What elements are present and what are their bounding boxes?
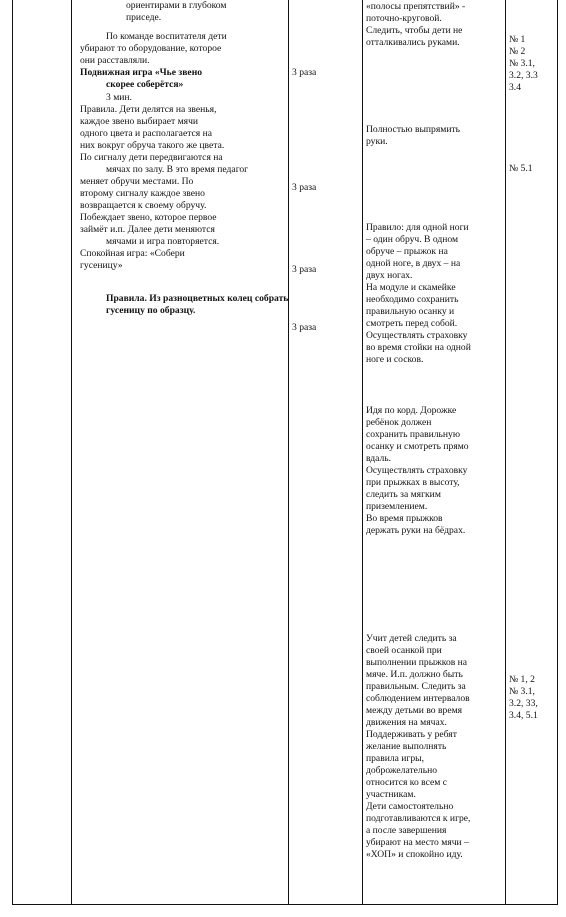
reference-line: № 3.1, <box>509 686 535 697</box>
guideline-line: правильным. Следить за <box>366 681 466 692</box>
game-heading: гусеницу по образцу. <box>106 305 196 316</box>
table-column-divider <box>362 0 363 905</box>
guideline-line: правила игры, <box>366 753 425 764</box>
guideline-line: между детьми во время <box>366 705 463 716</box>
guideline-line: а после завершения <box>366 825 447 836</box>
content-line: займёт и.п. Далее дети меняются <box>80 224 215 235</box>
content-line: меняет обручи местами. По <box>80 176 194 187</box>
guideline-line: Учит детей следить за <box>366 633 457 644</box>
reference-line: 3.4, 5.1 <box>509 710 538 721</box>
content-line: мячах по залу. В это время педагог <box>106 164 249 175</box>
content-line: Побеждает звено, которое первое <box>80 212 217 223</box>
guideline-line: подготавливаются к игре, <box>366 813 471 824</box>
content-line: каждое звено выбирает мячи <box>80 116 199 127</box>
guideline-line: доброжелательно <box>366 765 438 776</box>
guideline-line: Во время прыжков <box>366 513 443 524</box>
content-line: По сигналу дети передвигаются на <box>80 152 223 163</box>
guideline-line: участникам. <box>366 789 416 800</box>
reference-line: № 3.1, <box>509 58 535 69</box>
content-line: приседе. <box>126 12 162 23</box>
table-border-right <box>557 0 558 905</box>
guideline-line: необходимо сохранить <box>366 294 459 305</box>
guideline-line: поточно-круговой. <box>366 13 442 24</box>
content-line: них вокруг обруча такого же цвета. <box>80 140 225 151</box>
reference-line: 3.2, 33, <box>509 698 538 709</box>
guideline-line: На модуле и скамейке <box>366 282 456 293</box>
content-line: они расставляли. <box>80 55 150 66</box>
table-column-divider <box>71 0 72 905</box>
reference-line: № 1, 2 <box>509 674 535 685</box>
guideline-line: желание выполнять <box>366 741 447 752</box>
guideline-line: приземлением. <box>366 501 428 512</box>
game-heading: скорее соберётся» <box>106 79 184 90</box>
guideline-line: во время стойки на одной <box>366 342 471 353</box>
guideline-line: отталкивались руками. <box>366 37 460 48</box>
guideline-line: Правило: для одной ноги <box>366 222 469 233</box>
guideline-line: вдаль. <box>366 453 392 464</box>
content-line: гусеницу» <box>80 260 123 271</box>
guideline-line: – один обруч. В одном <box>366 234 459 245</box>
guideline-line: при прыжках в высоту, <box>366 477 460 488</box>
content-line: мячами и игра повторяется. <box>106 236 220 247</box>
reference-line: № 5.1 <box>509 163 533 174</box>
guideline-line: одной ноге, в двух – на <box>366 258 461 269</box>
guideline-line: своей осанкой при <box>366 645 442 656</box>
content-line: Спокойная игра: «Собери <box>80 248 185 259</box>
guideline-line: Осуществлять страховку <box>366 465 468 476</box>
guideline-line: следить за мягким <box>366 489 441 500</box>
table-border-bottom <box>12 904 558 905</box>
guideline-line: Осуществлять страховку <box>366 330 468 341</box>
dosage-cell: 3 раза <box>292 67 317 78</box>
guideline-line: соблюдением интервалов <box>366 693 470 704</box>
dosage-cell: 3 раза <box>292 264 317 275</box>
guideline-line: Поддерживать у ребят <box>366 729 457 740</box>
guideline-line: держать руки на бёдрах. <box>366 525 466 536</box>
content-line: убирают то оборудование, которое <box>80 43 222 54</box>
guideline-line: убирают на место мячи – <box>366 837 469 848</box>
guideline-line: «ХОП» и спокойно иду. <box>366 849 463 860</box>
guideline-line: Дети самостоятельно <box>366 801 454 812</box>
guideline-line: правильную осанку и <box>366 306 455 317</box>
guideline-line: двух ногах. <box>366 270 413 281</box>
table-border-left <box>12 0 13 905</box>
content-line: второму сигналу каждое звено <box>80 188 205 199</box>
reference-line: № 1 <box>509 34 526 45</box>
dosage-cell: 3 раза <box>292 182 317 193</box>
content-line: Правила. Дети делятся на звенья, <box>80 104 217 115</box>
content-line: По команде воспитателя дети <box>106 31 227 42</box>
game-heading: Правила. Из разноцветных колец собрать <box>106 293 289 304</box>
table-column-divider <box>288 0 289 905</box>
guideline-line: сохранить правильную <box>366 429 461 440</box>
content-line: одного цвета и располагается на <box>80 128 212 139</box>
guideline-line: движения на мячах. <box>366 717 447 728</box>
table-column-divider <box>505 0 506 905</box>
guideline-line: руки. <box>366 136 388 147</box>
guideline-line: относится ко всем с <box>366 777 448 788</box>
content-line: возвращается к своему обручу. <box>80 200 207 211</box>
guideline-line: ребёнок должен <box>366 417 432 428</box>
guideline-line: осанку и смотреть прямо <box>366 441 469 452</box>
content-line: ориентирами в глубоком <box>126 0 227 11</box>
guideline-line: Следить, чтобы дети не <box>366 25 463 36</box>
guideline-line: Полностью выпрямить <box>366 124 461 135</box>
guideline-line: обруче – прыжок на <box>366 246 448 257</box>
guideline-line: мяче. И.п. должно быть <box>366 669 463 680</box>
dosage-cell: 3 раза <box>292 322 317 333</box>
content-line: 3 мин. <box>106 92 132 103</box>
guideline-line: ноге и сосков. <box>366 354 424 365</box>
reference-line: 3.2, 3.3 <box>509 70 538 81</box>
game-heading: Подвижная игра «Чье звено <box>80 67 203 78</box>
guideline-line: «полосы препятствий» - <box>366 1 466 12</box>
guideline-line: смотреть перед собой. <box>366 318 458 329</box>
reference-line: 3.4 <box>509 82 521 93</box>
guideline-line: Идя по корд. Дорожке <box>366 405 457 416</box>
guideline-line: выполнении прыжков на <box>366 657 468 668</box>
reference-line: № 2 <box>509 46 526 57</box>
